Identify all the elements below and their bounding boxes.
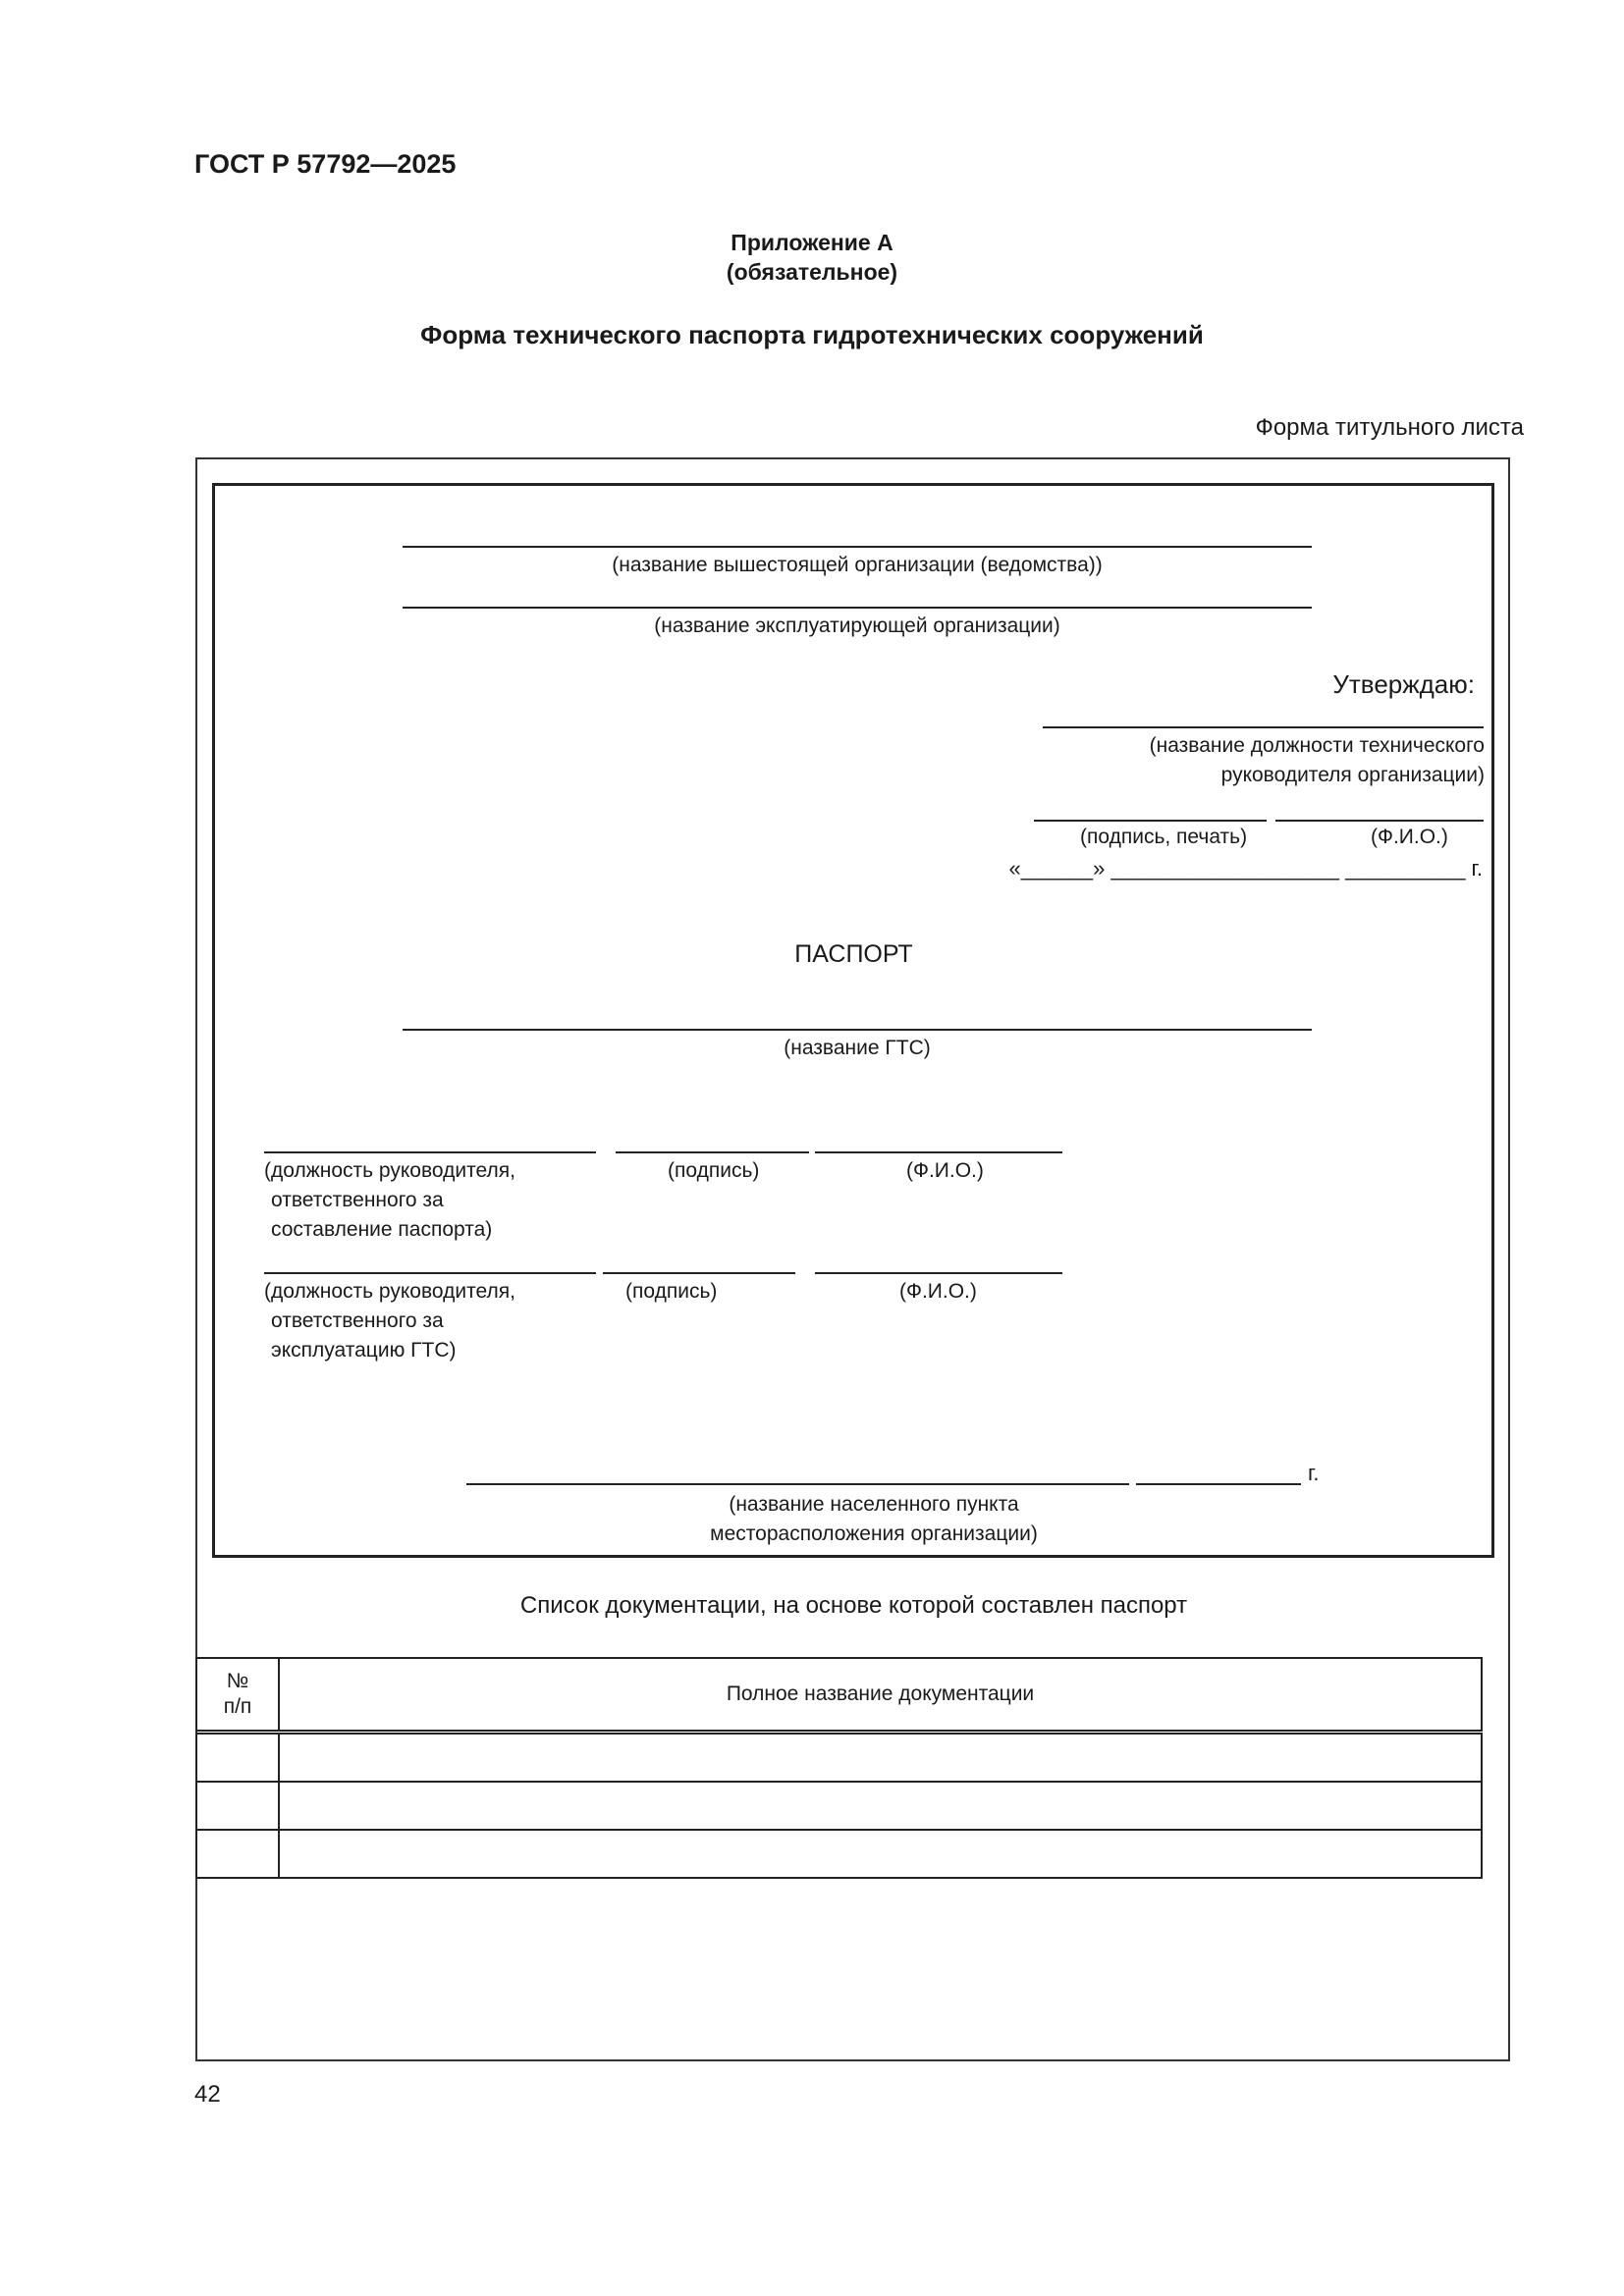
table-cell-number <box>196 1830 279 1878</box>
operator-position-line2: ответственного за <box>271 1309 444 1332</box>
operator-signature-caption: (подпись) <box>625 1280 718 1303</box>
table-row <box>196 1830 1482 1878</box>
composer-position-line3: составление паспорта) <box>271 1218 493 1241</box>
table-cell-name <box>279 1733 1482 1783</box>
col-number-line1: № <box>226 1670 249 1692</box>
doc-list-table <box>195 1657 1483 1879</box>
operator-position-line1: (должность руководителя, <box>264 1280 515 1303</box>
col-number-line2: п/п <box>223 1695 252 1718</box>
approve-label: Утверждаю: <box>1332 669 1475 699</box>
annex-title: Приложение А <box>731 230 893 255</box>
location-caption <box>668 1490 1080 1549</box>
tech-head-caption <box>1150 731 1485 790</box>
location-caption-line2: месторасположения организации) <box>710 1522 1038 1545</box>
location-caption-line1: (название населенного пункта <box>729 1493 1019 1516</box>
year-line <box>1136 1483 1301 1485</box>
approve-date-line: «______» ___________________ __________ г. <box>1008 856 1483 881</box>
form-title: Форма технического паспорта гидротехнических сооружений <box>420 320 1204 349</box>
operator-fio-caption: (Ф.И.О.) <box>899 1280 977 1303</box>
operating-org-line <box>403 607 1312 609</box>
col-number-header <box>196 1658 279 1733</box>
composer-position-line1: (должность руководителя, <box>264 1159 515 1182</box>
hts-name-line <box>403 1029 1312 1031</box>
operator-position-caption <box>264 1277 515 1365</box>
doc-list-title: Список документации, на основе которой составлен паспорт <box>519 1592 1188 1619</box>
composer-position-caption <box>264 1156 515 1245</box>
operating-org-caption: (название эксплуатирующей организации) <box>654 614 1060 637</box>
superior-org-caption: (название вышестоящей организации (ведомства)) <box>612 554 1103 576</box>
hts-name-caption: (название ГТС) <box>784 1037 931 1059</box>
year-suffix: г. <box>1308 1461 1320 1485</box>
tech-head-position-line <box>1043 726 1484 728</box>
form-kind-label: Форма титульного листа <box>1255 414 1524 441</box>
annex-heading <box>0 228 1624 287</box>
table-row <box>196 1733 1482 1783</box>
approve-signature-line <box>1034 820 1267 822</box>
approve-fio-caption: (Ф.И.О.) <box>1371 826 1448 848</box>
composer-fio-caption: (Ф.И.О.) <box>906 1159 984 1182</box>
operator-fio-line <box>815 1272 1062 1274</box>
title-sheet-frame <box>212 483 1494 1558</box>
location-line <box>466 1483 1129 1485</box>
composer-position-line2: ответственного за <box>271 1189 444 1211</box>
page-number: 42 <box>194 2081 221 2108</box>
signature-seal-caption: (подпись, печать) <box>1080 826 1248 848</box>
composer-fio-line <box>815 1151 1062 1153</box>
approve-fio-line <box>1275 820 1484 822</box>
annex-status: (обязательное) <box>726 259 898 285</box>
composer-signature-caption: (подпись) <box>668 1159 760 1182</box>
operator-position-line3: эксплуатацию ГТС) <box>271 1339 457 1362</box>
col-name-header: Полное название документации <box>279 1658 1482 1733</box>
passport-title: ПАСПОРТ <box>794 940 913 968</box>
table-cell-name <box>279 1782 1482 1830</box>
standard-code: ГОСТ Р 57792—2025 <box>194 149 457 179</box>
table-row <box>196 1782 1482 1830</box>
table-cell-number <box>196 1782 279 1830</box>
superior-org-line <box>403 546 1312 548</box>
tech-head-caption-line1: (название должности технического <box>1149 734 1485 757</box>
composer-position-line <box>264 1151 596 1153</box>
tech-head-caption-line2: руководителя организации) <box>1220 764 1485 786</box>
operator-signature-line <box>603 1272 795 1274</box>
doc-table-header-row <box>196 1658 1482 1733</box>
table-cell-name <box>279 1830 1482 1878</box>
composer-signature-line <box>616 1151 809 1153</box>
table-cell-number <box>196 1733 279 1783</box>
operator-position-line <box>264 1272 596 1274</box>
